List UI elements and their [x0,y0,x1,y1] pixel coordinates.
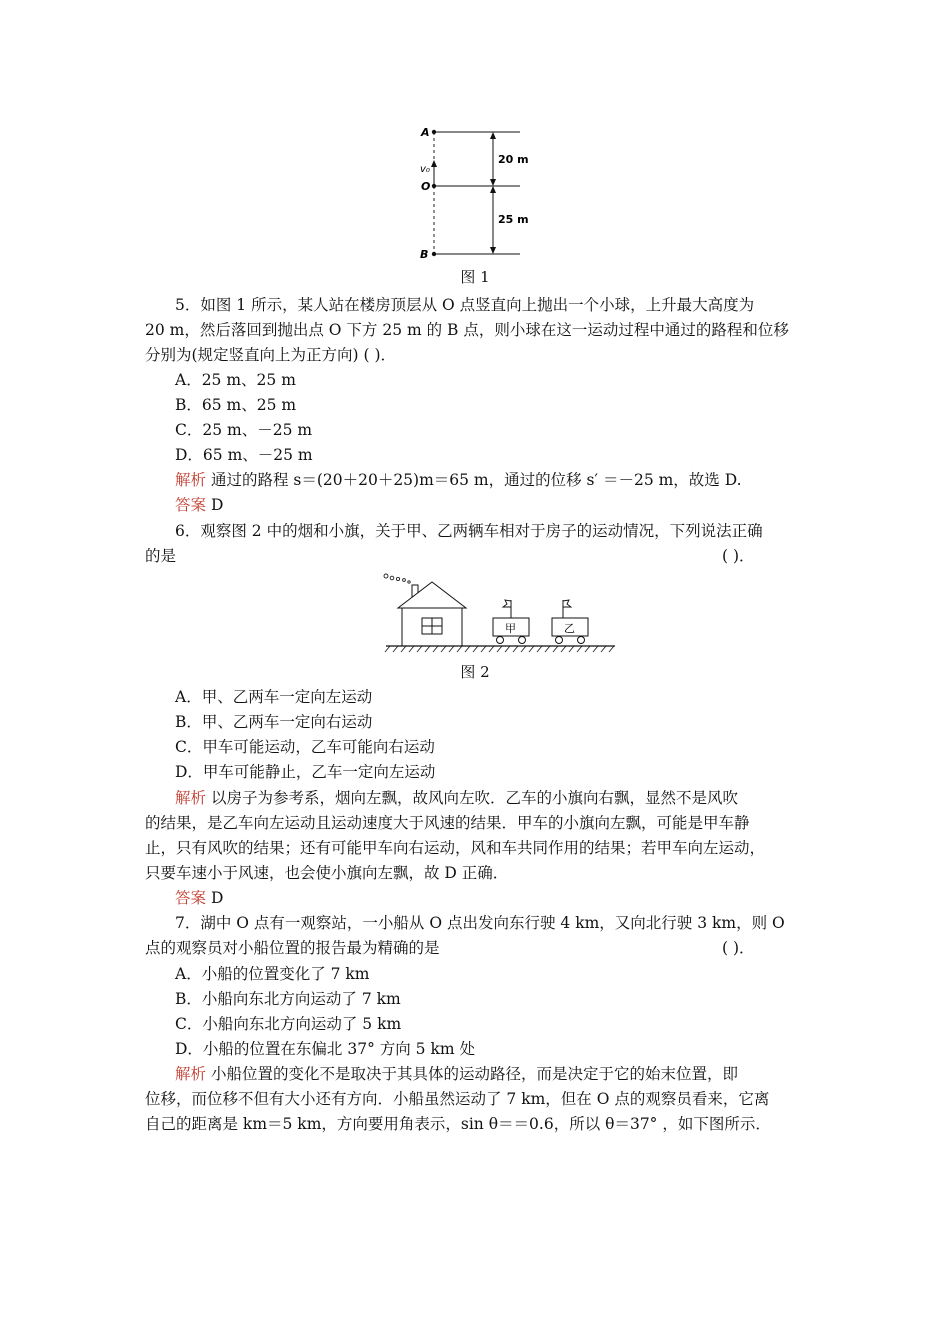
label-b: B [420,248,429,261]
q5-answer [175,494,223,516]
q6-line-2: 的是 [145,547,177,565]
q7-analysis-line-1 [175,1063,738,1085]
q5-option-c: C．25 m、－25 m [175,421,313,439]
q6-option-b: B．甲、乙两车一定向右运动 [175,713,373,731]
q5-line-3: 分别为(规定竖直向上为正方向) ( )． [145,346,397,364]
q5-analysis [175,469,742,491]
q7-option-a: A．小船的位置变化了 7 km [175,965,370,983]
q5-line-1: 5．如图 1 所示，某人站在楼房顶层从 O 点竖直向上抛出一个小球，上升最大高度为 [175,296,755,314]
cart-1-label: 甲 [505,622,516,635]
analysis-tag: 解析 [175,1065,207,1083]
q5-answer-text: D [206,496,224,514]
cart-2-label: 乙 [564,622,575,635]
figure-1-caption: 图 1 [460,268,490,286]
figure-2 [380,570,620,656]
flag-cart-1 [503,600,511,607]
q6-analysis-line-3: 止，只有风吹的结果；还有可能甲车向右运动，风和车共同作用的结果；若甲车向左运动， [145,839,766,857]
q5-option-a: A．25 m、25 m [175,371,296,389]
q6-line-2-paren: ( )． [722,547,755,565]
smoke-puff [403,579,406,582]
q6-answer [175,887,223,909]
cart-2-wheel [556,637,563,644]
q7-line-1: 7．湖中 O 点有一观察站，一小船从 O 点出发向东行驶 4 km，又向北行驶 3 km，则 O [175,914,785,932]
q7-line-2-paren: ( )． [722,939,755,957]
q6-option-c: C．甲车可能运动，乙车可能向右运动 [175,738,435,756]
q7-analysis-line-3: 自己的距离是 km＝5 km，方向要用角表示，sin θ＝＝0.6，所以 θ＝37° ，如下图所示． [145,1115,771,1133]
label-a: A [421,126,430,139]
smoke-puff [390,576,394,580]
q6-option-a: A．甲、乙两车一定向左运动 [175,688,373,706]
q7-option-d: D．小船的位置在东偏北 37° 方向 5 km 处 [175,1040,475,1058]
dimension-lower-arrow-bottom [490,247,496,254]
label-o: O [421,180,431,193]
q5-analysis-text: 通过的路程 s＝(20＋20＋25)m＝65 m，通过的位移 s′ ＝－25 m，故选 D. [206,471,742,489]
smoke-puff [396,577,399,580]
cart-2-wheel [578,637,585,644]
house-roof [398,582,466,608]
q7-option-c: C．小船向东北方向运动了 5 km [175,1015,402,1033]
q6-answer-text: D [206,889,224,907]
answer-tag: 答案 [175,889,207,907]
q7-line-2: 点的观察员对小船位置的报告最为精确的是 [145,939,440,957]
v0-arrowhead [431,160,437,167]
q6-analysis-line-2: 的结果，是乙车向左运动且运动速度大于风速的结果．甲车的小旗向左飘，可能是甲车静 [145,814,750,832]
flag-cart-2 [563,600,571,607]
figure-2-caption: 图 2 [460,663,490,681]
smoke-puff [408,581,410,583]
analysis-tag: 解析 [175,789,207,807]
q6-analysis-line-4: 只要车速小于风速，也会使小旗向左飘，故 D 正确． [145,864,509,882]
label-v0: v₀ [420,164,430,175]
cart-1-wheel [519,637,526,644]
q6-analysis-line-1 [175,787,738,809]
q6-line-1: 6．观察图 2 中的烟和小旗，关于甲、乙两辆车相对于房子的运动情况，下列说法正确 [175,522,763,540]
ground-hatching [385,646,614,652]
label-25m: 25 m [498,213,529,226]
label-20m: 20 m [498,153,529,166]
dimension-lower-arrow-top [490,186,496,193]
dimension-upper-arrow-bottom [490,179,496,186]
q7-option-b: B．小船向东北方向运动了 7 km [175,990,401,1008]
q5-option-d: D．65 m、－25 m [175,446,313,464]
q7-analysis-line-2: 位移，而位移不但有大小还有方向．小船虽然运动了 7 km，但在 O 点的观察员看来，它离 [145,1090,770,1108]
q5-option-b: B．65 m、25 m [175,396,297,414]
figure-1 [420,122,560,262]
smoke-puff [384,574,388,578]
q7-analysis-text-1: 小船位置的变化不是取决于其具体的运动路径，而是决定于它的始末位置，即 [206,1065,738,1083]
q5-line-2: 20 m，然后落回到抛出点 O 下方 25 m 的 B 点，则小球在这一运动过程中通过的路程和位移 [145,321,789,339]
analysis-tag: 解析 [175,471,207,489]
q6-analysis-text-1: 以房子为参考系，烟向左飘，故风向左吹．乙车的小旗向右飘，显然不是风吹 [206,789,738,807]
q6-option-d: D．甲车可能静止，乙车一定向左运动 [175,763,436,781]
dimension-upper-arrow-top [490,132,496,139]
answer-tag: 答案 [175,496,207,514]
cart-1-wheel [497,637,504,644]
